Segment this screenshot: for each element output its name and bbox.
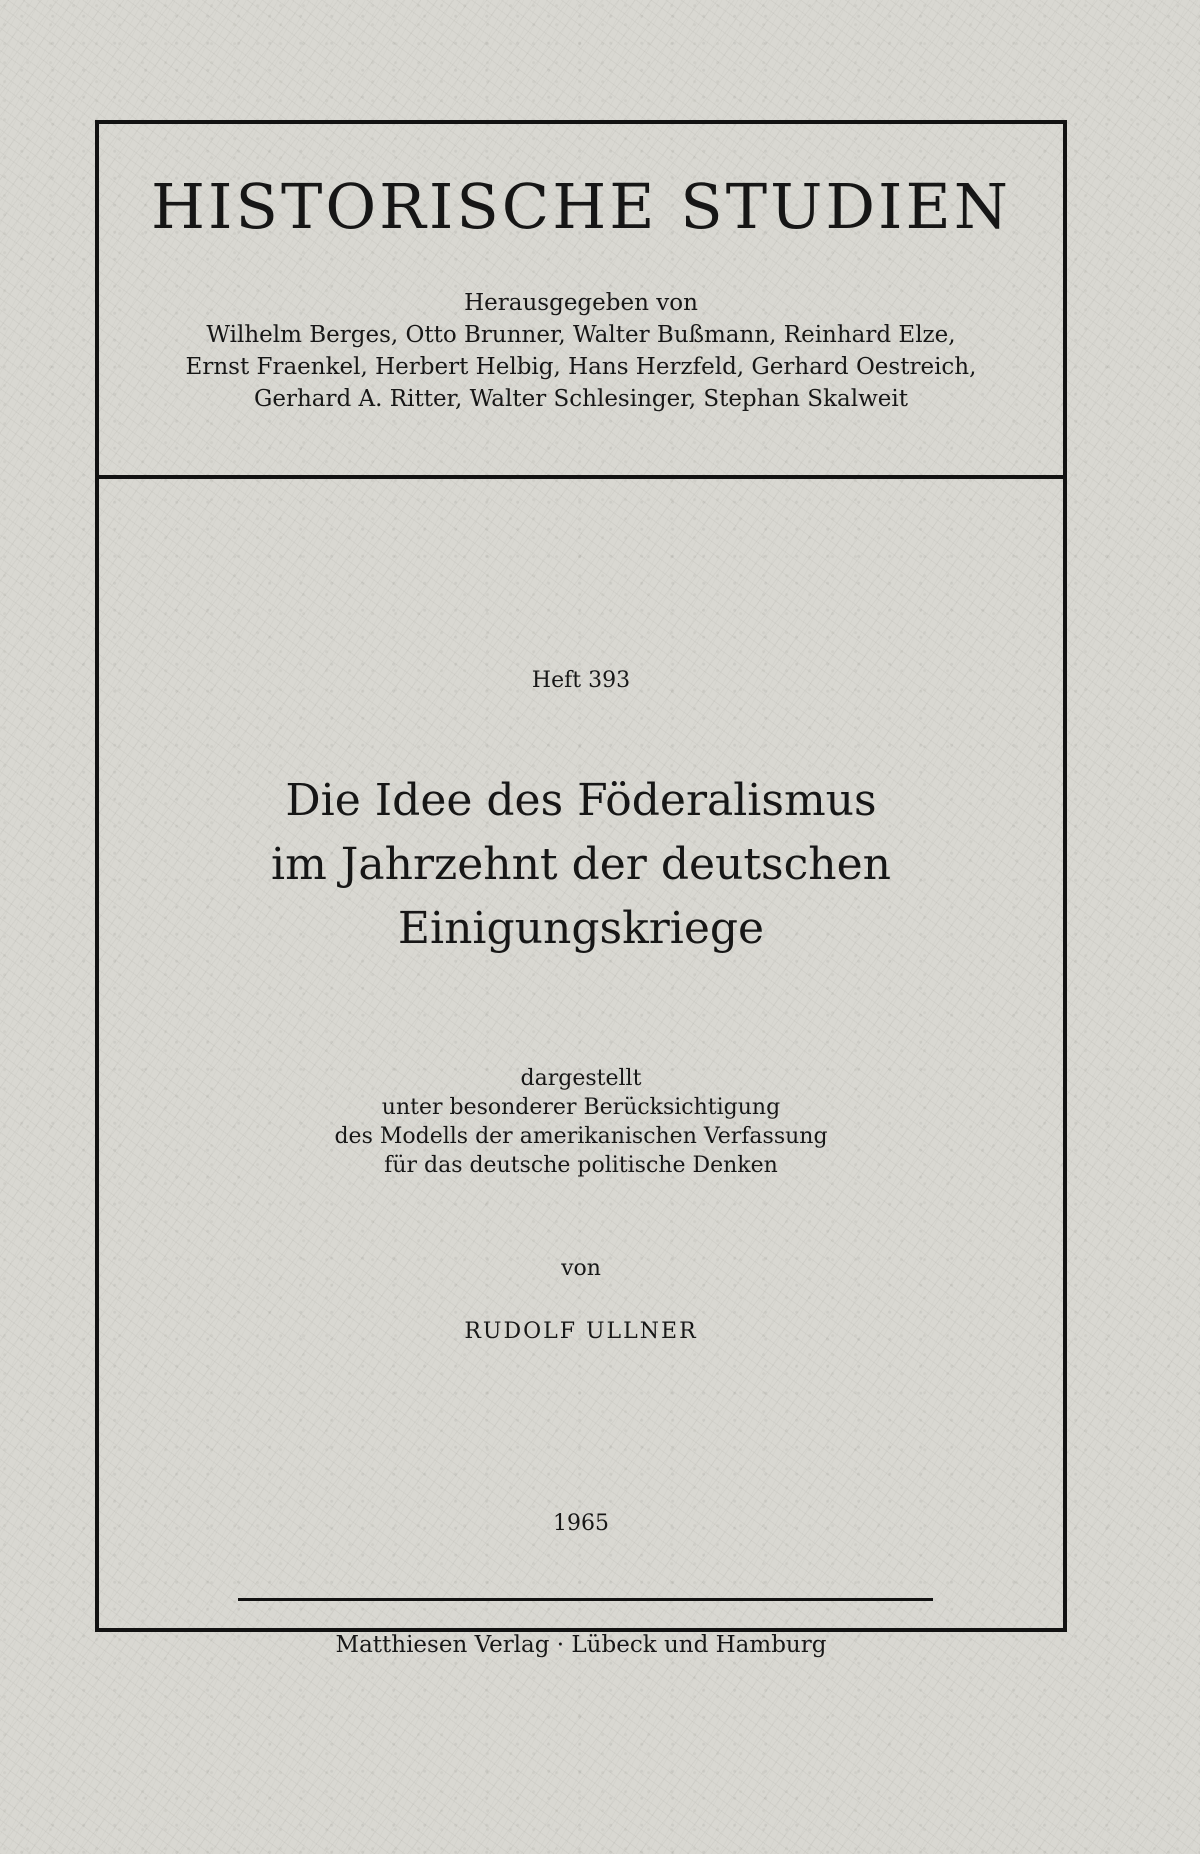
series-header [99, 124, 1063, 475]
editors-line: Wilhelm Berges, Otto Brunner, Walter Bußmann, Reinhard Elze, [206, 322, 956, 348]
title-page-body [99, 479, 1063, 1658]
publication-year: 1965 [553, 1511, 609, 1536]
book-subtitle [99, 1064, 1063, 1180]
author-name: RUDOLF ULLNER [464, 1319, 698, 1344]
editors-line: Ernst Fraenkel, Herbert Helbig, Hans Herzfeld, Gerhard Oestreich, [185, 354, 977, 380]
book-title [99, 769, 1063, 961]
publisher-line: Matthiesen Verlag · Lübeck und Hamburg [335, 1632, 827, 1658]
book-title-line: Einigungskriege [397, 903, 765, 954]
subtitle-line: unter besonderer Berücksichtigung [381, 1095, 781, 1120]
series-title: HISTORISCHE STUDIEN [150, 170, 1012, 243]
publisher-rule [238, 1598, 933, 1601]
book-title-line: im Jahrzehnt der deutschen [271, 839, 891, 890]
editors-intro: Herausgegeben von [464, 290, 698, 316]
by-label: von [561, 1256, 601, 1281]
editors-block [99, 287, 1063, 415]
editors-line: Gerhard A. Ritter, Walter Schlesinger, Stephan Skalweit [254, 386, 908, 412]
subtitle-line: für das deutsche politische Denken [384, 1153, 778, 1178]
subtitle-line: des Modells der amerikanischen Verfassung [334, 1124, 828, 1149]
title-page-frame [95, 120, 1067, 1658]
book-title-line: Die Idee des Föderalismus [285, 775, 877, 826]
subtitle-line: dargestellt [520, 1066, 642, 1091]
issue-number: Heft 393 [531, 668, 631, 693]
